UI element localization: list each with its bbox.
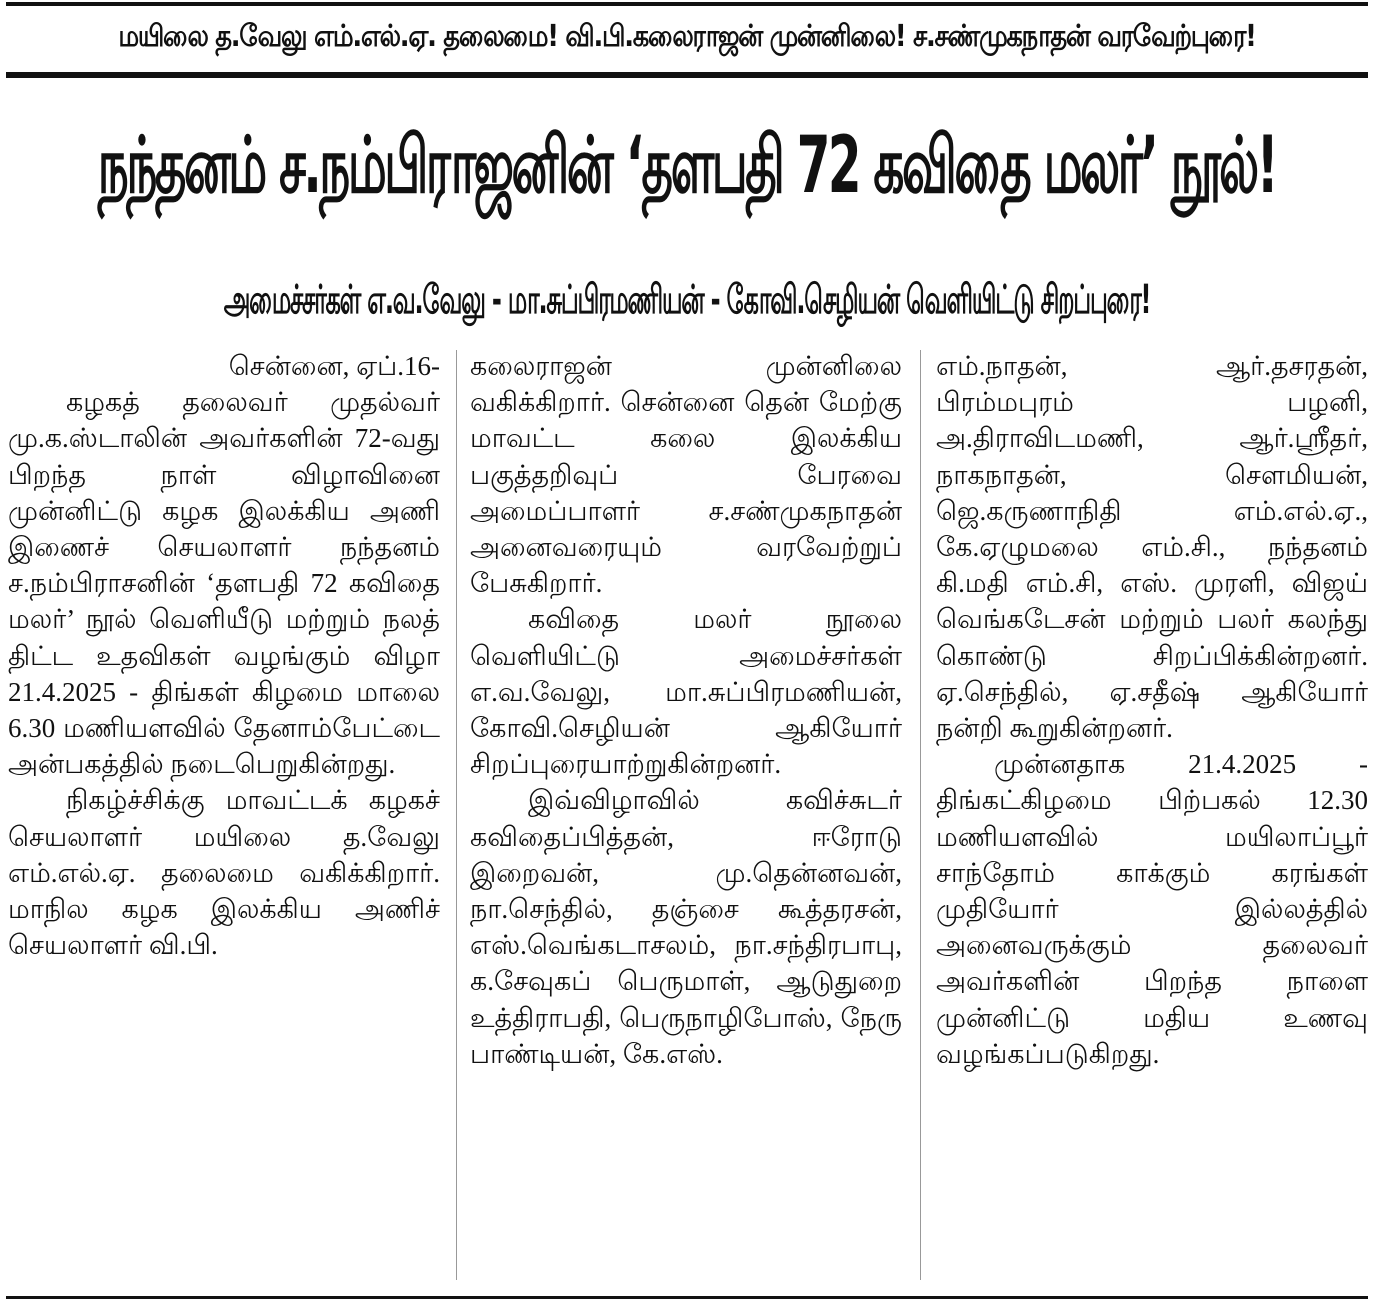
dateline: சென்னை, ஏப்.16- [228, 351, 440, 381]
subheadline: அமைச்சர்கள் எ.வ.வேலு - மா.சுப்பிரமணியன் - கோவி.செழியன் வெளியிட்டு சிறப்புரை! [223, 276, 1151, 323]
article-paragraph: கவிதை மலர் நூலை வெளியிட்டு அமைச்சர்கள் எ.வ.வேலு, மா.சுப்பிரமணியன், கோவி.செழியன் ஆகியோர் சிறப்புரையாற்றுகின்றனர். [470, 604, 902, 780]
kicker-rule [6, 72, 1368, 78]
article-paragraph: எம்.நாதன், ஆர்.தசரதன், பிரம்மபுரம் பழனி, அ.திராவிடமணி, ஆர்.ஸ்ரீதர், நாகநாதன், சௌமியன், ஜெ.கருணாநிதி எம்.எல்.ஏ., கே.ஏழுமலை எம்.சி., நந்தனம் கி.மதி எம்.சி, எஸ். முரளி, விஜய் வெங்கடேசன் மற்றும் பலர் கலந்து கொண்டு சிறப்பிக்கின்றனர். ஏ.செந்தில், ஏ.சதீஷ் ஆகியோர் நன்றி கூறுகின்றனர். [936, 351, 1368, 744]
column-divider [920, 350, 921, 1280]
column-divider [456, 350, 457, 1280]
kicker-line: மயிலை த.வேலு எம்.எல்.ஏ. தலைமை! வி.பி.கலைராஜன் முன்னிலை! ச.சண்முகநாதன் வரவேற்புரை! [118, 18, 1256, 54]
article-paragraph: கழகத் தலைவர் முதல்வர் மு.க.ஸ்டாலின் அவர்களின் 72-வது பிறந்த நாள் விழாவினை முன்னிட்டு கழக இலக்கிய அணி இணைச் செயலாளர் நந்தனம் ச.நம்பிராசனின் ‘தளபதி 72 கவிதை மலர்’ நூல் வெளியீடு மற்றும் நலத் திட்ட உதவிகள் வழங்கும் விழா 21.4.2025 - திங்கள் கிழமை மாலை 6.30 மணியளவில் தேனாம்பேட்டை அன்பகத்தில் நடைபெறுகின்றது. [8, 387, 440, 780]
article-paragraph: இவ்விழாவில் கவிச்சுடர் கவிதைப்பித்தன், ஈரோடு இறைவன், மு.தென்னவன், நா.செந்தில், தஞ்சை கூத்தரசன், எஸ்.வெங்கடாசலம், நா.சந்திரபாபு, க.சேவுகப் பெருமாள், ஆடுதுறை உத்திராபதி, பெருநாழிபோஸ், நேரு பாண்டியன், கே.எஸ். [470, 785, 902, 1069]
article-paragraph: முன்னதாக 21.4.2025 - திங்கட்கிழமை பிற்பகல் 12.30 மணியளவில் மயிலாப்பூர் சாந்தோம் காக்கும் கரங்கள் முதியோர் இல்லத்தில் அனைவருக்கும் தலைவர் அவர்களின் பிறந்த நாளை முன்னிட்டு மதிய உணவு வழங்கப்படுகிறது. [936, 749, 1368, 1069]
headline: நந்தனம் ச.நம்பிராஜனின் ‘தளபதி 72 கவிதை மலர்’ நூல்! [97, 121, 1277, 211]
article-column-3 [936, 348, 1368, 1288]
bottom-rule [6, 1296, 1368, 1299]
article-paragraph: கலைராஜன் முன்னிலை வகிக்கிறார். சென்னை தென் மேற்கு மாவட்ட கலை இலக்கிய பகுத்தறிவுப் பேரவை அமைப்பாளர் ச.சண்முகநாதன் அனைவரையும் வரவேற்றுப் பேசுகிறார். [470, 351, 902, 599]
article-column-2 [470, 348, 902, 1288]
top-rule [6, 2, 1368, 6]
article-paragraph: நிகழ்ச்சிக்கு மாவட்டக் கழகச் செயலாளர் மயிலை த.வேலு எம்.எல்.ஏ. தலைமை வகிக்கிறார். மாநில கழக இலக்கிய அணிச் செயலாளர் வி.பி. [8, 785, 440, 961]
article-column-1 [8, 348, 440, 1288]
